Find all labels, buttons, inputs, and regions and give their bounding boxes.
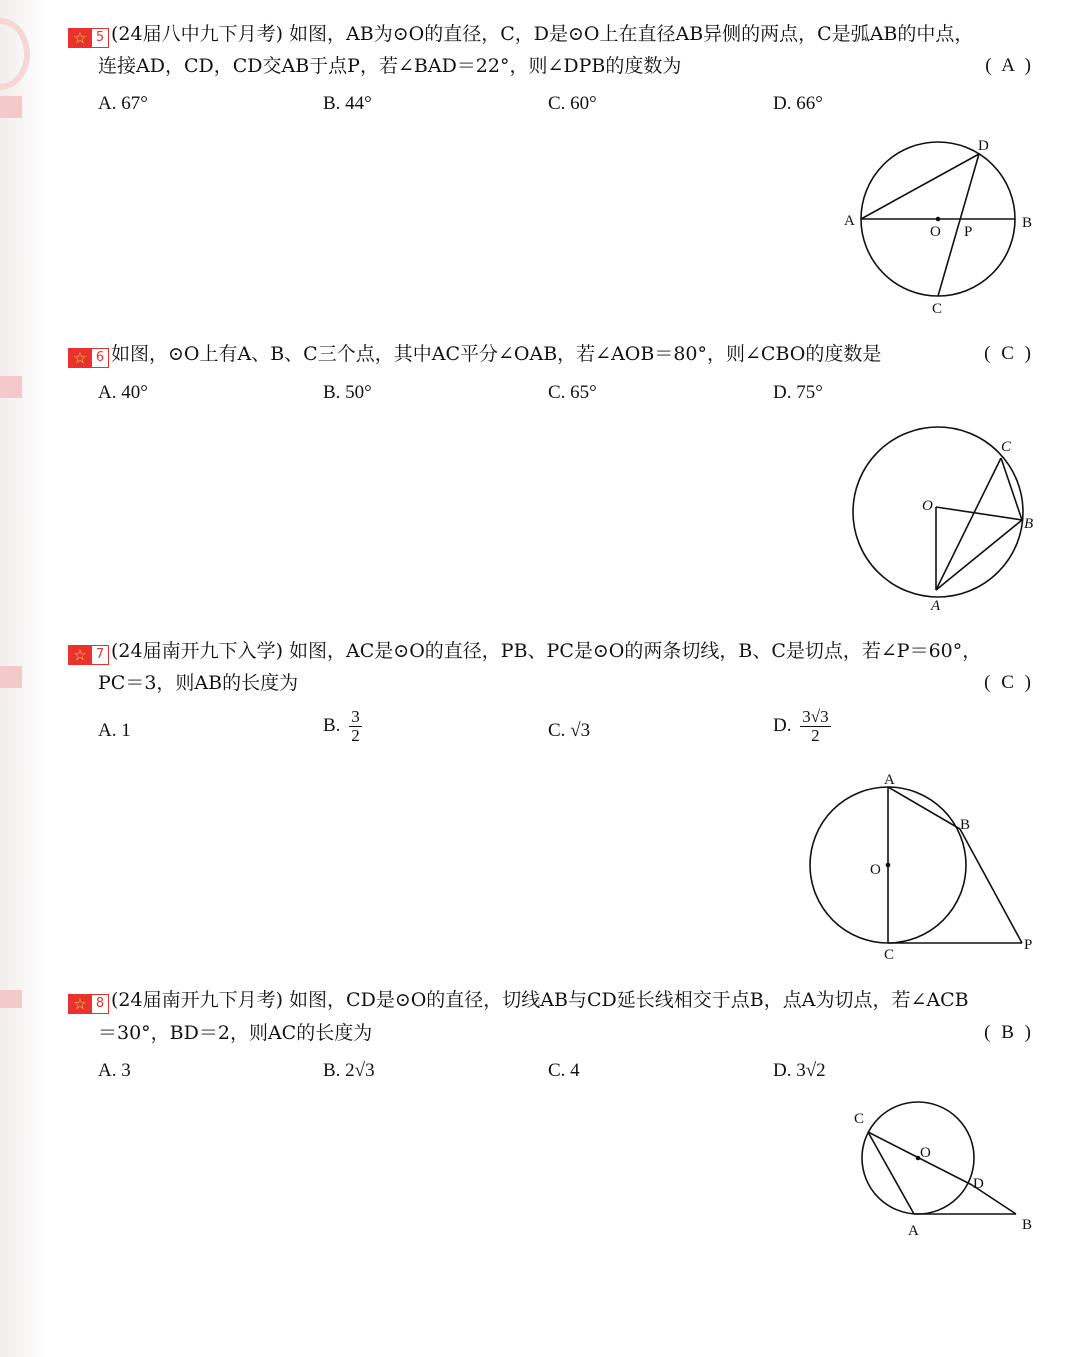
label-c: C bbox=[884, 947, 895, 963]
label-a: A bbox=[844, 213, 855, 229]
numerator: 3 bbox=[351, 707, 360, 726]
label-o: O bbox=[922, 498, 933, 514]
label-c: C bbox=[854, 1111, 865, 1127]
star-icon: ☆ bbox=[68, 994, 92, 1014]
label-c: C bbox=[932, 301, 943, 317]
segment-ab bbox=[936, 520, 1022, 590]
label-o: O bbox=[920, 1145, 931, 1161]
fraction bbox=[349, 708, 362, 745]
denominator: 2 bbox=[351, 726, 360, 745]
label-b: B bbox=[960, 817, 971, 833]
question-badge bbox=[68, 645, 109, 665]
question-7-option-a: A. 1 bbox=[98, 720, 131, 741]
question-5-line-1 bbox=[68, 21, 973, 48]
question-6-figure bbox=[838, 418, 1058, 618]
question-8-option-a: A. 3 bbox=[98, 1060, 131, 1081]
question-7-figure bbox=[800, 768, 1040, 968]
segment-ob bbox=[936, 507, 1022, 520]
question-8-line-2: ＝30°，BD＝2，则AC的长度为 bbox=[98, 1022, 373, 1044]
question-badge bbox=[68, 994, 109, 1014]
label-b: B bbox=[1022, 215, 1033, 231]
segment-ac bbox=[936, 458, 1001, 590]
question-6-answer: ( C ) bbox=[984, 343, 1034, 364]
label-a: A bbox=[931, 598, 941, 614]
question-7-line-2: PC＝3，则AB的长度为 bbox=[98, 672, 299, 694]
label-d: D bbox=[973, 1176, 984, 1192]
star-icon: ☆ bbox=[68, 348, 92, 368]
label-o: O bbox=[870, 862, 881, 878]
question-number: 5 bbox=[92, 28, 109, 48]
question-7-option-b bbox=[323, 708, 362, 745]
question-8-answer: ( B ) bbox=[984, 1022, 1034, 1043]
label-b: B bbox=[1024, 516, 1034, 532]
question-number: 6 bbox=[92, 348, 109, 368]
question-7-option-c bbox=[548, 718, 590, 744]
question-badge bbox=[68, 348, 109, 368]
center-point bbox=[936, 217, 941, 222]
question-5-option-a: A. 67° bbox=[98, 93, 148, 114]
question-8-line-1 bbox=[68, 987, 969, 1014]
question-7-option-d bbox=[773, 708, 831, 745]
question-8-figure bbox=[840, 1095, 1060, 1245]
segment-cb bbox=[1001, 458, 1022, 520]
label-p: P bbox=[964, 224, 973, 240]
label-p: P bbox=[1024, 937, 1033, 953]
fraction bbox=[800, 708, 830, 745]
label-o: O bbox=[930, 224, 941, 240]
binding-mark bbox=[0, 96, 22, 118]
question-number: 7 bbox=[92, 645, 109, 665]
label-c: C bbox=[1001, 439, 1012, 455]
denominator: 2 bbox=[811, 726, 820, 745]
question-5-line-2: 连接AD，CD，CD交AB于点P，若∠BAD＝22°，则∠DPB的度数为 bbox=[98, 55, 682, 77]
question-6-option-c: C. 65° bbox=[548, 382, 597, 403]
question-8-option-d: D. 3√2 bbox=[773, 1060, 826, 1081]
label-d: D bbox=[978, 138, 989, 154]
circle-o bbox=[853, 427, 1023, 597]
center-point bbox=[886, 863, 891, 868]
option-letter: B. bbox=[323, 714, 341, 736]
question-7-line-1 bbox=[68, 638, 981, 665]
binding-mark bbox=[0, 990, 22, 1008]
label-a: A bbox=[884, 772, 895, 788]
question-text: (24届南开九下月考) 如图，CD是⊙O的直径，切线AB与CD延长线相交于点B，点A为切点，若∠ACB bbox=[111, 989, 969, 1011]
tangent-pb bbox=[960, 829, 1022, 943]
sqrt-value: √3 bbox=[570, 720, 591, 741]
question-5-answer: ( A ) bbox=[985, 55, 1034, 76]
label-b: B bbox=[1022, 1217, 1033, 1233]
question-text: (24届南开九下入学) 如图，AC是⊙O的直径，PB、PC是⊙O的两条切线，B、C是切点，若∠P＝60°， bbox=[111, 640, 982, 662]
question-number: 8 bbox=[92, 994, 109, 1014]
question-6-line-1 bbox=[68, 341, 881, 368]
star-icon: ☆ bbox=[68, 645, 92, 665]
question-5-option-b: B. 44° bbox=[323, 93, 372, 114]
question-6-option-a: A. 40° bbox=[98, 382, 148, 403]
question-text: 如图，⊙O上有A、B、C三个点，其中AC平分∠OAB，若∠AOB＝80°，则∠CBO的度数是 bbox=[111, 343, 882, 365]
segment-cd bbox=[938, 154, 979, 296]
label-a: A bbox=[908, 1223, 919, 1239]
question-5-option-c: C. 60° bbox=[548, 93, 597, 114]
option-letter: D. bbox=[773, 714, 792, 736]
numerator: 3√3 bbox=[802, 707, 829, 726]
question-badge bbox=[68, 28, 109, 48]
binding-mark bbox=[0, 666, 22, 688]
question-8-option-b: B. 2√3 bbox=[323, 1060, 375, 1081]
binding-mark bbox=[0, 376, 22, 398]
question-5-option-d: D. 66° bbox=[773, 93, 823, 114]
question-8-option-c: C. 4 bbox=[548, 1060, 580, 1081]
question-text: (24届八中九下月考) 如图，AB为⊙O的直径，C，D是⊙O上在直径AB异侧的两点，C是弧AB的中点， bbox=[111, 23, 974, 45]
segment-ad bbox=[861, 154, 979, 219]
question-6-option-b: B. 50° bbox=[323, 382, 372, 403]
question-6-option-d: D. 75° bbox=[773, 382, 823, 403]
question-5-figure bbox=[838, 135, 1058, 315]
question-7-answer: ( C ) bbox=[984, 672, 1034, 693]
star-icon: ☆ bbox=[68, 28, 92, 48]
option-letter: C. bbox=[548, 720, 566, 741]
segment-ab bbox=[888, 787, 960, 829]
